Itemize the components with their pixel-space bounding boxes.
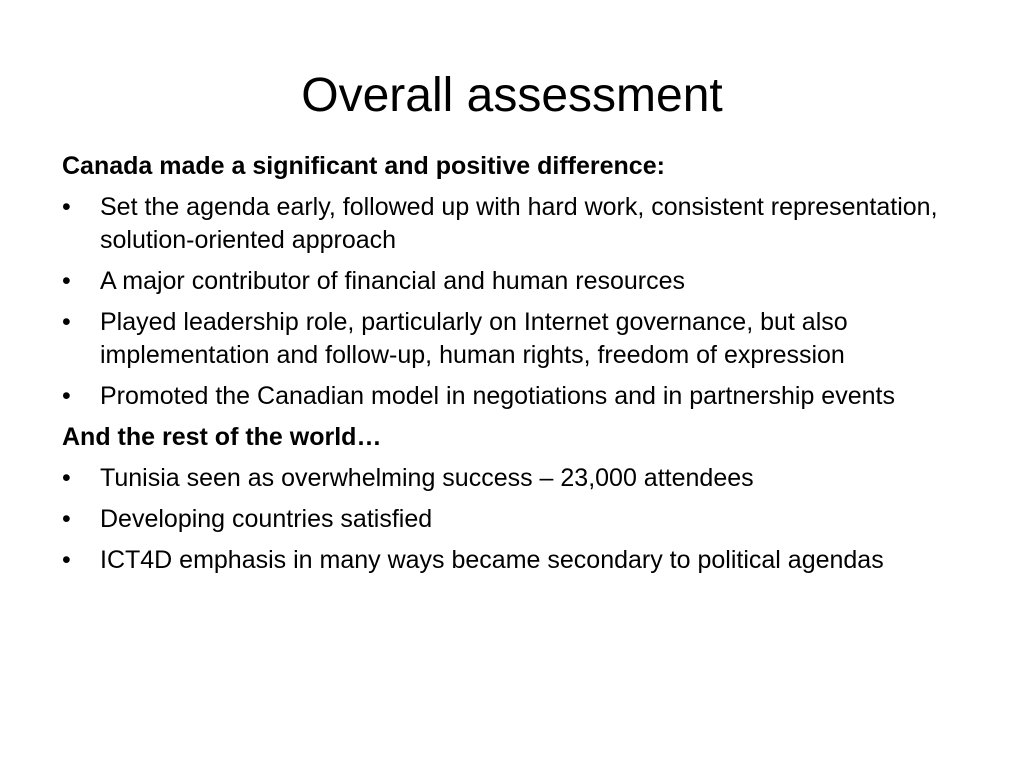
bullet-item [62,544,962,577]
bullet-icon: • [62,464,71,492]
bullet-text: Set the agenda early, followed up with hard work, consistent representation, solution-oriented approach [100,193,938,254]
bullet-text: Developing countries satisfied [100,505,433,533]
bullet-text: Tunisia seen as overwhelming success – 23,000 attendees [100,464,754,492]
bullet-text: A major contributor of financial and human resources [100,267,686,295]
bullet-icon: • [62,505,71,533]
bullet-item [62,503,962,536]
bullet-icon: • [62,308,71,336]
bullet-icon: • [62,193,71,221]
bullet-item [62,462,962,495]
slide-title: Overall assessment [301,69,723,122]
bullet-list [62,191,962,413]
bullet-text: Promoted the Canadian model in negotiations and in partnership events [100,382,895,410]
bullet-text: ICT4D emphasis in many ways became secondary to political agendas [100,546,884,574]
bullet-item [62,191,962,257]
bullet-text: Played leadership role, particularly on Internet governance, but also implementation and follow-up, human rights, freedom of expression [100,308,848,369]
section-heading: Canada made a significant and positive difference: [62,152,665,180]
bullet-icon: • [62,382,71,410]
bullet-item [62,306,962,372]
bullet-icon: • [62,546,71,574]
slide-content [62,150,962,585]
bullet-list [62,462,962,577]
bullet-icon: • [62,267,71,295]
bullet-item [62,380,962,413]
bullet-item [62,265,962,298]
section-heading: And the rest of the world… [62,423,382,451]
